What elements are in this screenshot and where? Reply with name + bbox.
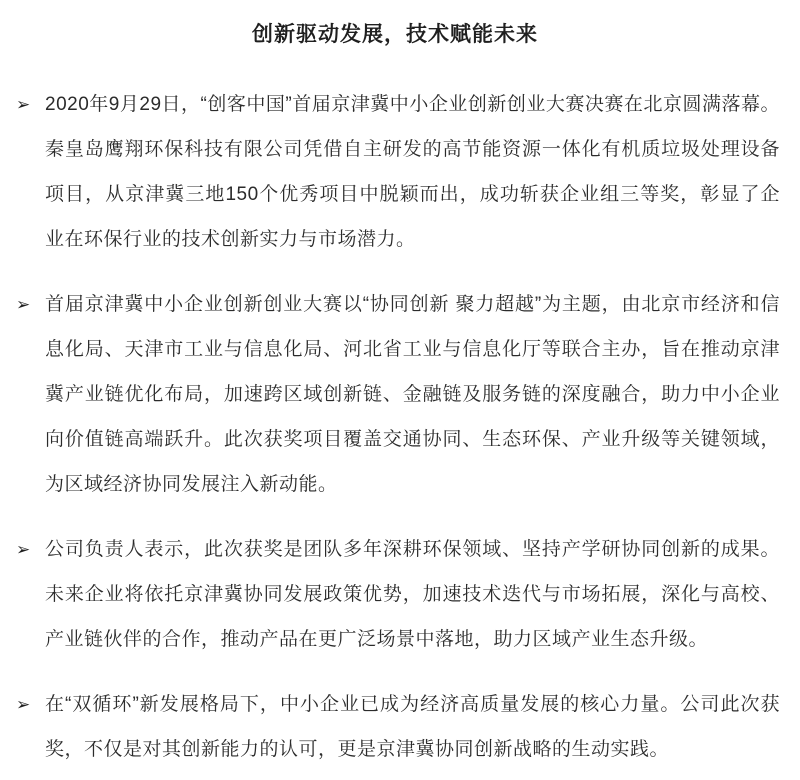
paragraph-text: 首届京津冀中小企业创新创业大赛以“协同创新 聚力超越”为主题，由北京市经济和信息化局、天津市工业与信息化局、河北省工业与信息化厅等联合主办，旨在推动京津冀产业链优化布局，加速跨区域创新链、金融链及服务链的深度融合，助力中小企业向价值链高端跃升。此次获奖项目覆盖交通协同、生态环保、产业升级等关键领域，为区域经济协同发展注入新动能。 <box>45 294 780 495</box>
bullet-paragraph-4 <box>0 682 790 772</box>
bullet-paragraph-2 <box>0 282 790 507</box>
bullet-paragraph-3 <box>0 527 790 662</box>
paragraph-text: 公司负责人表示，此次获奖是团队多年深耕环保领域、坚持产学研协同创新的成果。未来企业将依托京津冀协同发展政策优势，加速技术迭代与市场拓展，深化与高校、产业链伙伴的合作，推动产品在更广泛场景中落地，助力区域产业生态升级。 <box>45 539 780 650</box>
document-title: 创新驱动发展，技术赋能未来 <box>252 23 538 46</box>
arrow-bullet-icon: ➢ <box>16 295 31 314</box>
arrow-bullet-icon: ➢ <box>16 95 31 114</box>
arrow-bullet-icon: ➢ <box>16 540 31 559</box>
paragraph-text: 2020年9月29日，“创客中国”首届京津冀中小企业创新创业大赛决赛在北京圆满落幕。秦皇岛鹰翔环保科技有限公司凭借自主研发的高节能资源一体化有机质垃圾处理设备项目，从京津冀三地150个优秀项目中脱颖而出，成功斩获企业组三等奖，彰显了企业在环保行业的技术创新实力与市场潜力。 <box>45 94 780 250</box>
arrow-bullet-icon: ➢ <box>16 695 31 714</box>
paragraph-text: 在“双循环”新发展格局下，中小企业已成为经济高质量发展的核心力量。公司此次获奖，不仅是对其创新能力的认可，更是京津冀协同创新战略的生动实践。 <box>45 694 780 760</box>
bullet-paragraph-1 <box>0 82 790 262</box>
